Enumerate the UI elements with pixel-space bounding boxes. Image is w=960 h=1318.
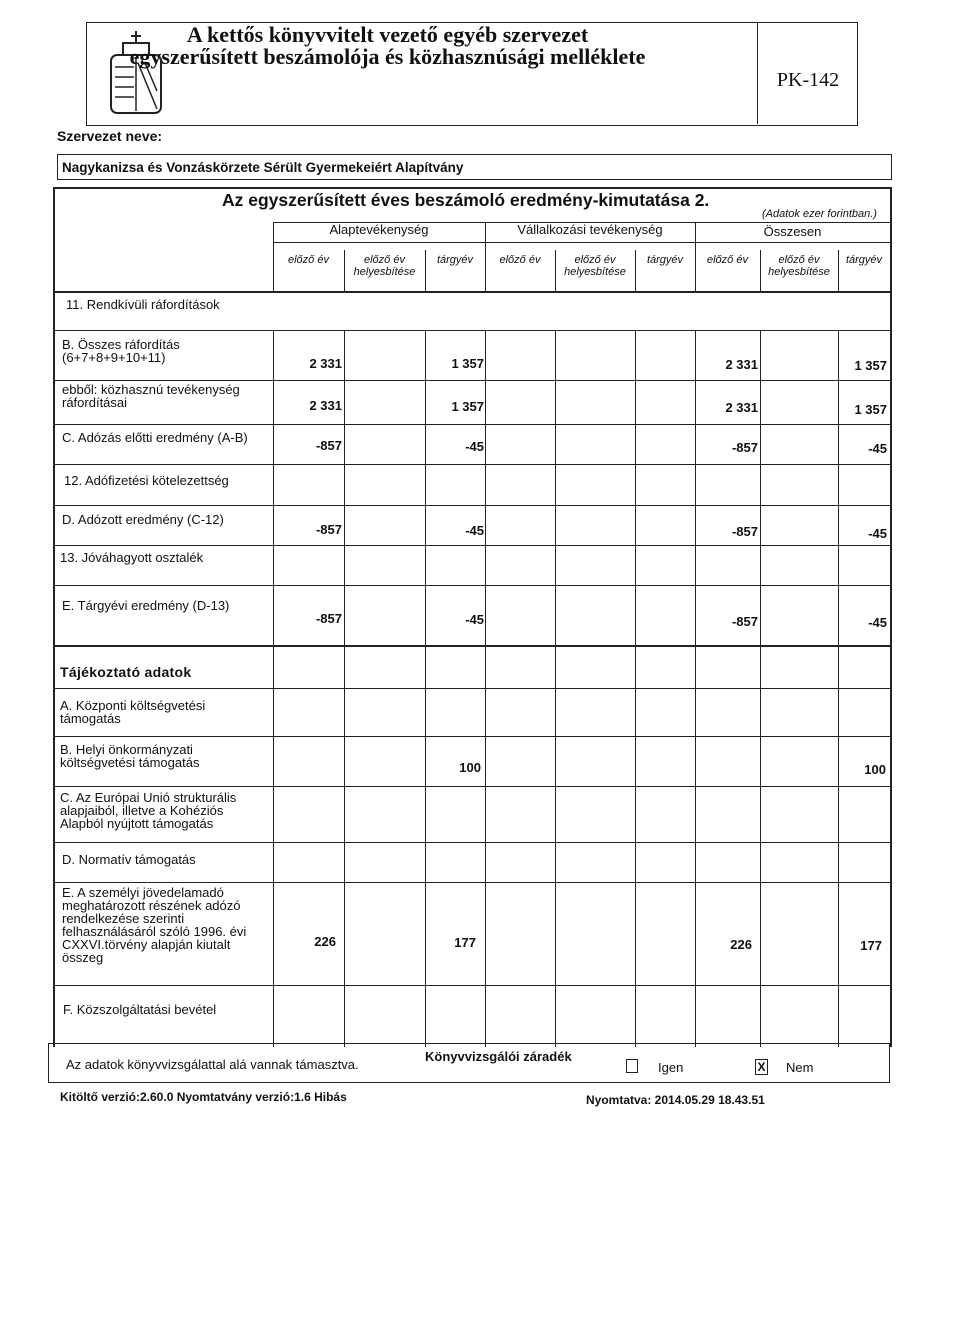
cell-B-basic-prev: 2 331 bbox=[309, 356, 342, 371]
cell-infoE-basic-prev: 226 bbox=[314, 934, 336, 949]
org-name-label: Szervezet neve: bbox=[57, 128, 163, 144]
row-label-12: 12. Adófizetési kötelezettség bbox=[64, 473, 229, 488]
cell-C-total-prev: -857 bbox=[731, 440, 758, 455]
cell-C-basic-cur: -45 bbox=[465, 439, 484, 454]
row-label-B: B. Összes ráfordítás (6+7+8+9+10+11) bbox=[62, 337, 180, 365]
row-label-C: C. Adózás előtti eredmény (A-B) bbox=[62, 430, 248, 445]
cell-infoE-total-cur: 177 bbox=[860, 938, 882, 953]
audit-statement: Az adatok könyvvizsgálattal alá vannak támasztva. bbox=[66, 1057, 359, 1072]
row-label-11: 11. Rendkívüli ráfordítások bbox=[66, 297, 220, 312]
col-prev-year-correction: előző év helyesbítése bbox=[768, 254, 830, 278]
cell-E-total-cur: -45 bbox=[868, 615, 887, 630]
row-label-13: 13. Jóváhagyott osztalék bbox=[60, 550, 204, 565]
cell-ebbol-basic-cur: 1 357 bbox=[451, 399, 484, 414]
form-title bbox=[100, 24, 675, 68]
info-label-C: C. Az Európai Unió strukturális alapjaiból, illetve a Kohéziós Alapból nyújtott támogatás bbox=[60, 790, 237, 831]
cell-D-basic-prev: -857 bbox=[315, 522, 342, 537]
col-prev-year-correction: előző év helyesbítése bbox=[564, 254, 626, 278]
cell-B-total-prev: 2 331 bbox=[725, 357, 758, 372]
print-timestamp: Nyomtatva: 2014.05.29 18.43.51 bbox=[586, 1093, 765, 1107]
info-label-E: E. A személyi jövedelamadó meghatározott részének adózó rendelkezése szerinti felhasználásáról szóló 1996. évi CXXVI.törvény alapján kiutalt összeg bbox=[62, 885, 247, 965]
group-header-basic: Alaptevékenység bbox=[329, 222, 429, 237]
row-label-D: D. Adózott eredmény (C-12) bbox=[62, 512, 224, 527]
col-prev-year-correction: előző év helyesbítése bbox=[353, 254, 416, 278]
info-label-A: A. Központi költségvetési támogatás bbox=[60, 698, 206, 726]
cell-E-total-prev: -857 bbox=[731, 614, 758, 629]
col-prev-year: előző év bbox=[499, 254, 541, 266]
cell-D-basic-cur: -45 bbox=[465, 523, 484, 538]
form-code: PK-142 bbox=[776, 69, 840, 91]
form-title-line1: A kettős könyvvitelt vezető egyéb szervezet bbox=[186, 22, 589, 47]
version-info: Kitöltő verzió:2.60.0 Nyomtatvány verzió:1.6 Hibás bbox=[60, 1090, 347, 1104]
cell-infoE-total-prev: 226 bbox=[730, 937, 752, 952]
row-label-ebbol: ebből: közhasznú tevékenység ráfordításai bbox=[62, 382, 240, 410]
table-title: Az egyszerűsített éves beszámoló eredmény-kimutatása 2. bbox=[222, 190, 710, 210]
cell-E-basic-cur: -45 bbox=[465, 612, 484, 627]
form-title-line2: egyszerűsített beszámolója és közhasznúsági melléklete bbox=[129, 44, 646, 69]
cell-D-total-prev: -857 bbox=[731, 524, 758, 539]
cell-infoB-total-cur: 100 bbox=[864, 762, 886, 777]
cell-infoB-basic-cur: 100 bbox=[459, 760, 481, 775]
audit-yes-label: Igen bbox=[658, 1060, 684, 1075]
cell-B-basic-cur: 1 357 bbox=[451, 356, 484, 371]
audit-no-checkbox[interactable]: X bbox=[755, 1059, 768, 1075]
col-current-year: tárgyév bbox=[845, 254, 883, 266]
cell-E-basic-prev: -857 bbox=[315, 611, 342, 626]
group-header-business: Vállalkozási tevékenység bbox=[517, 222, 663, 237]
cell-C-basic-prev: -857 bbox=[315, 438, 342, 453]
cell-D-total-cur: -45 bbox=[868, 526, 887, 541]
info-section-title: Tájékoztató adatok bbox=[60, 664, 192, 680]
cell-infoE-basic-cur: 177 bbox=[454, 935, 476, 950]
audit-no-label: Nem bbox=[786, 1060, 814, 1075]
cell-ebbol-basic-prev: 2 331 bbox=[309, 398, 342, 413]
info-label-B: B. Helyi önkormányzati költségvetési támogatás bbox=[60, 742, 200, 770]
cell-C-total-cur: -45 bbox=[868, 441, 887, 456]
row-label-E: E. Tárgyévi eredmény (D-13) bbox=[62, 598, 230, 613]
org-name-field: Nagykanizsa és Vonzáskörzete Sérült Gyermekeiért Alapítvány bbox=[57, 154, 892, 180]
header-divider bbox=[757, 23, 758, 124]
unit-note: (Adatok ezer forintban.) bbox=[762, 208, 877, 220]
group-header-total: Összesen bbox=[763, 224, 822, 239]
col-prev-year: előző év bbox=[707, 254, 748, 266]
cell-ebbol-total-cur: 1 357 bbox=[854, 402, 887, 417]
col-current-year: tárgyév bbox=[646, 254, 684, 266]
audit-yes-checkbox[interactable] bbox=[626, 1059, 638, 1073]
col-prev-year: előző év bbox=[288, 254, 329, 266]
audit-clause-label: Könyvvizsgálói záradék bbox=[425, 1049, 572, 1064]
info-label-F: F. Közszolgáltatási bevétel bbox=[63, 1002, 217, 1017]
info-label-D: D. Normatív támogatás bbox=[62, 852, 196, 867]
cell-B-total-cur: 1 357 bbox=[854, 358, 887, 373]
col-current-year: tárgyév bbox=[436, 254, 474, 266]
cell-ebbol-total-prev: 2 331 bbox=[725, 400, 758, 415]
